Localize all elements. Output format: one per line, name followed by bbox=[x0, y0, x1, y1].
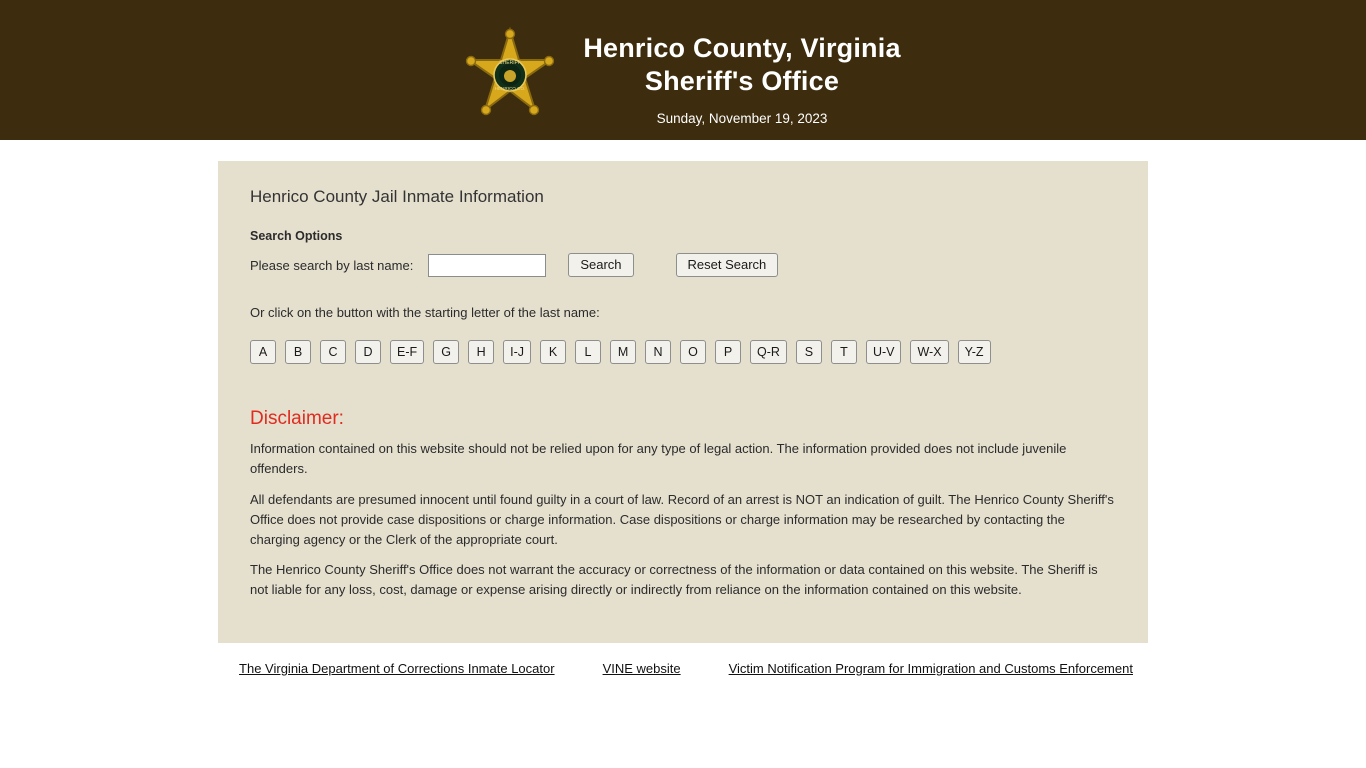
letter-button-row bbox=[250, 340, 1132, 364]
letter-button-s[interactable]: S bbox=[796, 340, 822, 364]
letter-button-ef[interactable]: E-F bbox=[390, 340, 424, 364]
footer-links bbox=[218, 661, 1148, 676]
letter-button-ij[interactable]: I-J bbox=[503, 340, 531, 364]
search-row bbox=[250, 253, 1132, 277]
letter-button-t[interactable]: T bbox=[831, 340, 857, 364]
letter-button-a[interactable]: A bbox=[250, 340, 276, 364]
disclaimer-paragraph-3: The Henrico County Sheriff's Office does not warrant the accuracy or correctness of the information or data contained on this website. The Sheriff is not liable for any loss, cost, damage or expense arising directly or indirectly from reliance on the information contained on this website. bbox=[250, 562, 1098, 598]
header-inner bbox=[465, 18, 900, 127]
letter-button-qr[interactable]: Q-R bbox=[750, 340, 787, 364]
letter-button-p[interactable]: P bbox=[715, 340, 741, 364]
letter-button-m[interactable]: M bbox=[610, 340, 636, 364]
page-heading: Henrico County Jail Inmate Information bbox=[250, 187, 544, 206]
letter-button-uv[interactable]: U-V bbox=[866, 340, 902, 364]
letter-button-g[interactable]: G bbox=[433, 340, 459, 364]
search-button[interactable]: Search bbox=[568, 253, 633, 277]
letter-button-h[interactable]: H bbox=[468, 340, 494, 364]
letter-prompt-label: Or click on the button with the starting letter of the last name: bbox=[250, 305, 600, 321]
letter-button-wx[interactable]: W-X bbox=[910, 340, 948, 364]
disclaimer-paragraph-2: All defendants are presumed innocent until found guilty in a court of law. Record of an arrest is NOT an indication of guilt. The Henrico County Sheriff's Office does not provide case dispositions or charge information. Case dispositions or charge information may be researched by contacting the charging agency or the Clerk of the appropriate court. bbox=[250, 491, 1114, 547]
letter-button-c[interactable]: C bbox=[320, 340, 346, 364]
search-prompt-label: Please search by last name: bbox=[250, 257, 414, 273]
page-title bbox=[583, 32, 900, 98]
content-wrapper bbox=[0, 140, 1366, 676]
letter-button-l[interactable]: L bbox=[575, 340, 601, 364]
main-card bbox=[218, 161, 1148, 643]
svg-text:SHERIFF: SHERIFF bbox=[499, 59, 522, 66]
link-vine-website[interactable]: VINE website bbox=[602, 661, 681, 676]
letter-button-d[interactable]: D bbox=[355, 340, 381, 364]
sheriff-star-badge-icon bbox=[465, 26, 555, 122]
disclaimer-paragraph-1: Information contained on this website should not be relied upon for any type of legal action. The information provided does not include juvenile offenders. bbox=[250, 441, 1067, 477]
search-options-label: Search Options bbox=[250, 229, 343, 243]
title-line-1: Henrico County, Virginia bbox=[583, 32, 901, 63]
svg-text:HENRICO CO.: HENRICO CO. bbox=[495, 85, 526, 91]
last-name-input[interactable] bbox=[428, 254, 546, 277]
letter-button-b[interactable]: B bbox=[285, 340, 311, 364]
letter-button-k[interactable]: K bbox=[540, 340, 566, 364]
site-header bbox=[0, 0, 1366, 140]
letter-button-n[interactable]: N bbox=[645, 340, 671, 364]
disclaimer-title: Disclaimer: bbox=[250, 408, 344, 430]
reset-search-button[interactable]: Reset Search bbox=[676, 253, 779, 277]
letter-button-o[interactable]: O bbox=[680, 340, 706, 364]
header-text-block bbox=[583, 18, 900, 127]
link-vadoc-inmate-locator[interactable]: The Virginia Department of Corrections Inmate Locator bbox=[239, 661, 555, 676]
letter-button-yz[interactable]: Y-Z bbox=[958, 340, 991, 364]
title-line-2: Sheriff's Office bbox=[644, 65, 840, 96]
current-date: Sunday, November 19, 2023 bbox=[656, 111, 828, 127]
link-victim-notification-ice[interactable]: Victim Notification Program for Immigration and Customs Enforcement bbox=[728, 661, 1133, 676]
